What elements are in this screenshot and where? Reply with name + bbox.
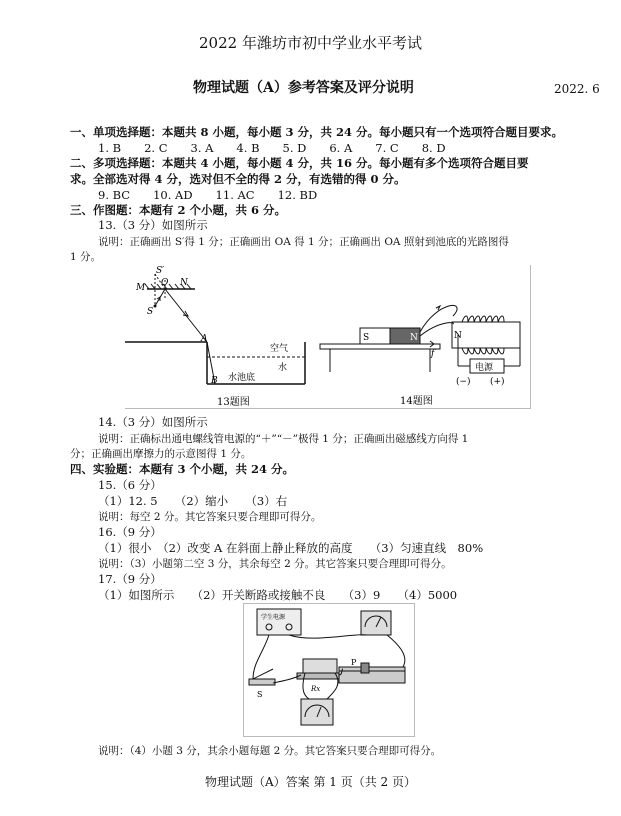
fig17-label-rx: Rx [311,685,321,693]
section2-heading-line1: 二、多项选择题：本题共 4 小题，每小题 4 分，共 16 分。每小题有多个选项符合题目要 [70,156,529,170]
figure-divider [125,408,530,409]
fig13-optics-diagram [125,262,325,412]
fig17-circuit-diagram [243,603,415,737]
fig13-label-s: S [147,307,154,317]
q17-answers: （1）如图所示 （2）开关断路或接触不良 （3）9 （4）5000 [98,588,458,602]
section2-heading-line2: 求。全部选对得 4 分，选对但不全的得 2 分，有选错的得 0 分。 [70,172,406,186]
fig14-label-f: f [431,349,435,359]
fig13-label-bottom: 水池底 [228,373,256,383]
fig14-label-n-coil: N [454,331,462,341]
section4-heading: 四、实验题：本题有 3 个小题，共 24 分。 [70,462,295,476]
doc-title: 物理试题（A）参考答案及评分说明 [193,80,414,96]
fig13-label-o: O [161,278,169,288]
q16-answers: （1）很小 （2）改变 A 在斜面上静止释放的高度 （3）匀速直线 80% [98,541,484,555]
q16-line: 16.（9 分） [98,525,162,539]
q17-note: 说明：（4）小题 3 分，其余小题每题 2 分。其它答案只要合理即可得分。 [98,745,442,757]
fig17-label-s: S [257,690,263,699]
section3-heading: 三、作图题：本题有 2 个小题，共 6 分。 [70,203,287,217]
section1-answers: 1. B 2. C 3. A 4. B 5. D 6. A 7. C 8. D [98,141,446,155]
q15-answers: （1）12. 5 （2）缩小 （3）右 [98,494,288,508]
fig14-label-power: 电源 [475,363,494,373]
fig14-label-minus: (−) [456,377,471,387]
fig17-label-supply: 学生电源 [261,614,286,621]
fig13-caption: 13题图 [217,397,250,408]
fig17-label-p: P [351,658,357,667]
q16-note: 说明：（3）小题第二空 3 分，其余每空 2 分。其它答案只要合理即可得分。 [98,558,452,570]
section2-answers: 9. BC 10. AD 11. AC 12. BD [98,188,318,202]
q14-note-line1: 说明：正确标出通电螺线管电源的“＋”“－”极得 1 分；正确画出磁感线方向得 1 [98,433,469,445]
fig13-label-m: M [136,283,146,293]
fig13-label-a: A [201,334,208,344]
fig14-label-n-bar: N [410,333,418,343]
fig13-label-water: 水 [278,363,288,373]
page-footer: 物理试题（A）答案 第 1 页（共 2 页） [204,775,416,789]
doc-date: 2022. 6 [554,82,600,96]
q15-line: 15.（6 分） [98,478,162,492]
fig13-label-air: 空气 [270,344,289,354]
q13-note-line1: 说明：正确画出 S′得 1 分；正确画出 OA 得 1 分；正确画出 OA 照射到池底的光路图得 [98,236,509,248]
q15-note: 说明：每空 2 分。其它答案只要合理即可得分。 [98,511,322,523]
fig14-label-s: S [363,333,370,343]
fig13-label-s-prime: S′ [156,266,165,276]
fig13-label-n: N [180,278,188,288]
figure-border [530,265,531,409]
q14-note-line2: 分；正确画出摩擦力的示意图得 1 分。 [70,448,252,460]
fig14-label-plus: (+) [490,377,505,387]
exam-title: 2022 年潍坊市初中学业水平考试 [199,34,422,52]
q14-line: 14.（3 分）如图所示 [98,415,208,429]
q13-line: 13.（3 分）如图所示 [98,218,208,232]
q13-note-line2: 1 分。 [70,251,102,263]
fig14-caption: 14题图 [400,396,433,405]
q17-line: 17.（9 分） [98,572,162,586]
fig13-label-b: B [211,376,218,386]
fig14-magnet-diagram [318,300,528,405]
section1-heading: 一、单项选择题：本题共 8 小题，每小题 3 分，共 24 分。每小题只有一个选项符合题目要求。 [70,125,564,139]
